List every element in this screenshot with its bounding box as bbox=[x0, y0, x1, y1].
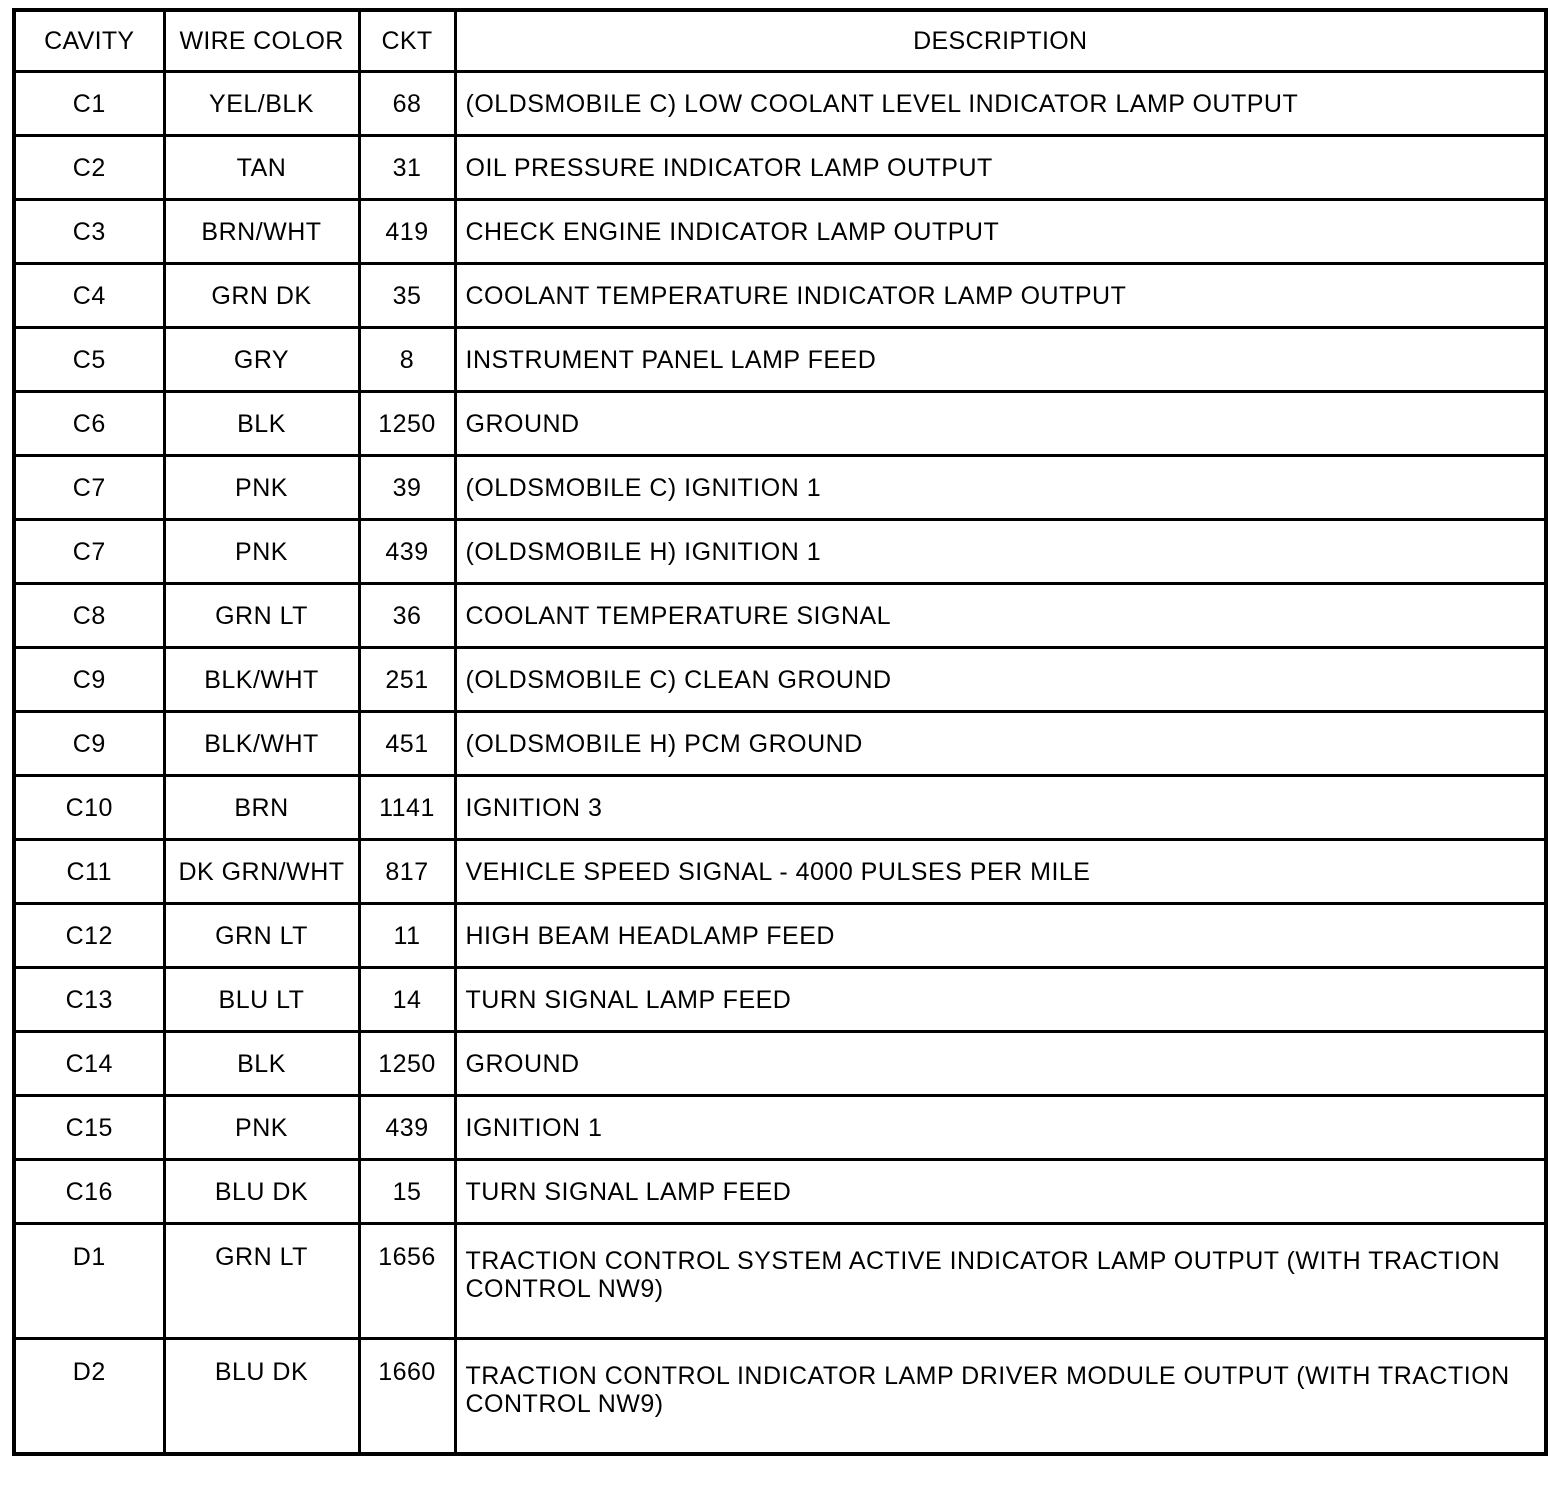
wire-color-cell: PNK bbox=[164, 520, 359, 584]
description-cell: TRACTION CONTROL SYSTEM ACTIVE INDICATOR LAMP OUTPUT (WITH TRACTION CONTROL NW9) bbox=[455, 1224, 1546, 1339]
table-row bbox=[14, 1339, 1546, 1455]
table-body bbox=[14, 72, 1546, 1455]
wire-color-cell: YEL/BLK bbox=[164, 72, 359, 136]
description-cell: CHECK ENGINE INDICATOR LAMP OUTPUT bbox=[455, 200, 1546, 264]
table-row bbox=[14, 968, 1546, 1032]
cavity-cell: C5 bbox=[14, 328, 164, 392]
ckt-cell: 39 bbox=[359, 456, 455, 520]
description-cell: HIGH BEAM HEADLAMP FEED bbox=[455, 904, 1546, 968]
wire-color-cell: BLU DK bbox=[164, 1339, 359, 1455]
table-row bbox=[14, 776, 1546, 840]
description-cell: (OLDSMOBILE C) LOW COOLANT LEVEL INDICATOR LAMP OUTPUT bbox=[455, 72, 1546, 136]
cavity-cell: C11 bbox=[14, 840, 164, 904]
table-row bbox=[14, 1224, 1546, 1339]
cavity-cell: C13 bbox=[14, 968, 164, 1032]
ckt-cell: 35 bbox=[359, 264, 455, 328]
cavity-cell: C16 bbox=[14, 1160, 164, 1224]
ckt-cell: 31 bbox=[359, 136, 455, 200]
cavity-cell: C6 bbox=[14, 392, 164, 456]
wire-color-cell: BLK bbox=[164, 392, 359, 456]
description-cell: (OLDSMOBILE H) IGNITION 1 bbox=[455, 520, 1546, 584]
table-row bbox=[14, 520, 1546, 584]
wire-color-cell: BLU DK bbox=[164, 1160, 359, 1224]
table-row bbox=[14, 840, 1546, 904]
wire-color-cell: GRN DK bbox=[164, 264, 359, 328]
cavity-cell: C10 bbox=[14, 776, 164, 840]
header-row bbox=[14, 10, 1546, 72]
header-wire-color: WIRE COLOR bbox=[164, 10, 359, 72]
wire-color-cell: PNK bbox=[164, 1096, 359, 1160]
description-cell: OIL PRESSURE INDICATOR LAMP OUTPUT bbox=[455, 136, 1546, 200]
cavity-cell: C1 bbox=[14, 72, 164, 136]
ckt-cell: 15 bbox=[359, 1160, 455, 1224]
wire-color-cell: TAN bbox=[164, 136, 359, 200]
description-cell: TURN SIGNAL LAMP FEED bbox=[455, 1160, 1546, 1224]
ckt-cell: 439 bbox=[359, 1096, 455, 1160]
ckt-cell: 451 bbox=[359, 712, 455, 776]
cavity-cell: C9 bbox=[14, 648, 164, 712]
description-cell: TRACTION CONTROL INDICATOR LAMP DRIVER MODULE OUTPUT (WITH TRACTION CONTROL NW9) bbox=[455, 1339, 1546, 1455]
ckt-cell: 36 bbox=[359, 584, 455, 648]
table-row bbox=[14, 584, 1546, 648]
wire-color-cell: BLK/WHT bbox=[164, 712, 359, 776]
wire-color-cell: GRY bbox=[164, 328, 359, 392]
wire-color-cell: GRN LT bbox=[164, 584, 359, 648]
ckt-cell: 1141 bbox=[359, 776, 455, 840]
cavity-cell: C3 bbox=[14, 200, 164, 264]
description-cell: (OLDSMOBILE H) PCM GROUND bbox=[455, 712, 1546, 776]
table-row bbox=[14, 712, 1546, 776]
table-row bbox=[14, 648, 1546, 712]
wire-color-cell: DK GRN/WHT bbox=[164, 840, 359, 904]
ckt-cell: 419 bbox=[359, 200, 455, 264]
cavity-cell: C9 bbox=[14, 712, 164, 776]
cavity-cell: C12 bbox=[14, 904, 164, 968]
wire-color-cell: BLK bbox=[164, 1032, 359, 1096]
wire-color-cell: BRN bbox=[164, 776, 359, 840]
table-row bbox=[14, 904, 1546, 968]
wire-color-cell: GRN LT bbox=[164, 1224, 359, 1339]
ckt-cell: 1250 bbox=[359, 1032, 455, 1096]
table-row bbox=[14, 72, 1546, 136]
description-cell: TURN SIGNAL LAMP FEED bbox=[455, 968, 1546, 1032]
description-cell: (OLDSMOBILE C) CLEAN GROUND bbox=[455, 648, 1546, 712]
cavity-cell: C15 bbox=[14, 1096, 164, 1160]
cavity-cell: C2 bbox=[14, 136, 164, 200]
ckt-cell: 817 bbox=[359, 840, 455, 904]
ckt-cell: 1250 bbox=[359, 392, 455, 456]
description-cell: (OLDSMOBILE C) IGNITION 1 bbox=[455, 456, 1546, 520]
description-cell: IGNITION 3 bbox=[455, 776, 1546, 840]
header-description: DESCRIPTION bbox=[455, 10, 1546, 72]
cavity-cell: C7 bbox=[14, 456, 164, 520]
description-cell: GROUND bbox=[455, 392, 1546, 456]
header-ckt: CKT bbox=[359, 10, 455, 72]
cavity-cell: C4 bbox=[14, 264, 164, 328]
cavity-cell: C7 bbox=[14, 520, 164, 584]
ckt-cell: 11 bbox=[359, 904, 455, 968]
description-cell: COOLANT TEMPERATURE SIGNAL bbox=[455, 584, 1546, 648]
table-row bbox=[14, 1032, 1546, 1096]
cavity-cell: C8 bbox=[14, 584, 164, 648]
table-row bbox=[14, 264, 1546, 328]
cavity-cell: C14 bbox=[14, 1032, 164, 1096]
wire-color-cell: BLK/WHT bbox=[164, 648, 359, 712]
ckt-cell: 68 bbox=[359, 72, 455, 136]
ckt-cell: 14 bbox=[359, 968, 455, 1032]
table-row bbox=[14, 328, 1546, 392]
wire-color-cell: BRN/WHT bbox=[164, 200, 359, 264]
wire-color-cell: PNK bbox=[164, 456, 359, 520]
description-cell: GROUND bbox=[455, 1032, 1546, 1096]
connector-pinout-table bbox=[12, 8, 1548, 1456]
header-cavity: CAVITY bbox=[14, 10, 164, 72]
table-row bbox=[14, 456, 1546, 520]
cavity-cell: D1 bbox=[14, 1224, 164, 1339]
ckt-cell: 8 bbox=[359, 328, 455, 392]
description-cell: COOLANT TEMPERATURE INDICATOR LAMP OUTPUT bbox=[455, 264, 1546, 328]
description-cell: VEHICLE SPEED SIGNAL - 4000 PULSES PER MILE bbox=[455, 840, 1546, 904]
table-row bbox=[14, 1096, 1546, 1160]
table-row bbox=[14, 392, 1546, 456]
ckt-cell: 251 bbox=[359, 648, 455, 712]
table-row bbox=[14, 200, 1546, 264]
ckt-cell: 1656 bbox=[359, 1224, 455, 1339]
cavity-cell: D2 bbox=[14, 1339, 164, 1455]
table-row bbox=[14, 1160, 1546, 1224]
description-cell: INSTRUMENT PANEL LAMP FEED bbox=[455, 328, 1546, 392]
ckt-cell: 1660 bbox=[359, 1339, 455, 1455]
description-cell: IGNITION 1 bbox=[455, 1096, 1546, 1160]
wire-color-cell: GRN LT bbox=[164, 904, 359, 968]
wire-color-cell: BLU LT bbox=[164, 968, 359, 1032]
ckt-cell: 439 bbox=[359, 520, 455, 584]
table-row bbox=[14, 136, 1546, 200]
